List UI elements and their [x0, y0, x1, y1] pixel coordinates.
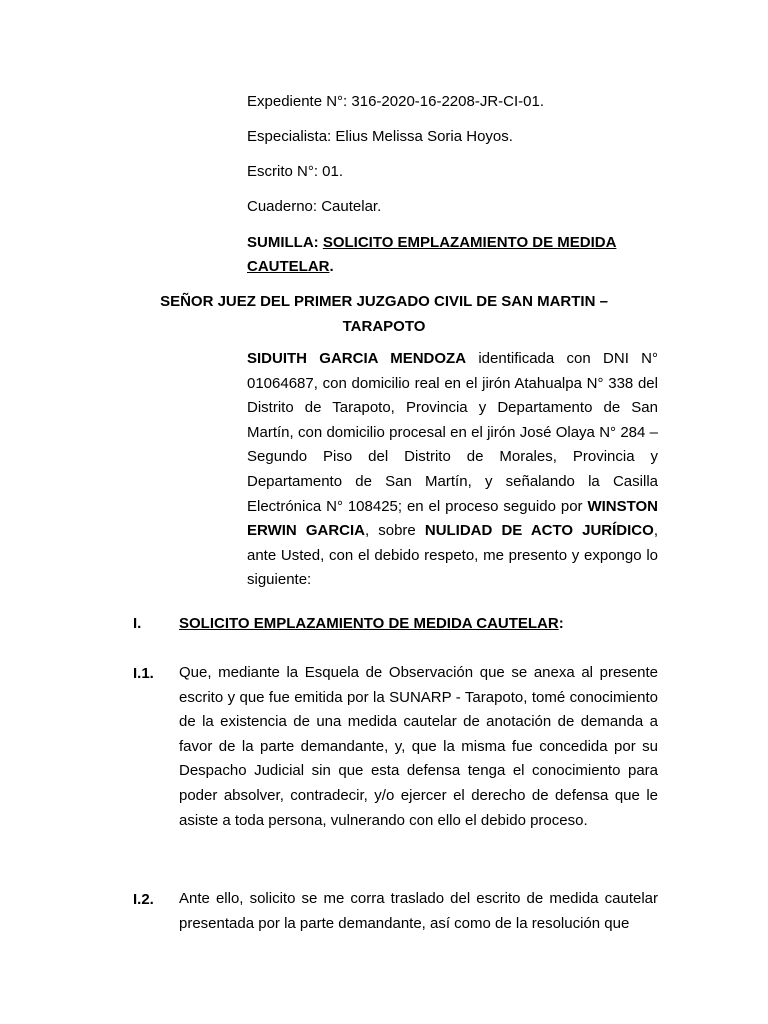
- item-paragraph: [179, 661, 658, 833]
- sumilla-text-1: SOLICITO EMPLAZAMIENTO DE MEDIDA: [322, 234, 617, 251]
- intro-text-2: , sobre: [364, 522, 425, 540]
- item-number: I.1.: [133, 665, 154, 682]
- intro-paragraph: [247, 347, 658, 593]
- addressee-line-1: SEÑOR JUEZ DEL PRIMER JUZGADO CIVIL DE SAN MARTIN –: [160, 293, 608, 310]
- section-title-colon: :: [558, 615, 564, 632]
- defendant-name: WINSTON ERWIN GARCIA: [247, 497, 658, 540]
- sumilla-end: .: [329, 258, 334, 275]
- matter-name: NULIDAD DE ACTO JURÍDICO: [424, 522, 654, 540]
- item-text: Ante ello, solicito se me corra traslado del escrito de medida cautelar presentada por la parte demandante, así como de la resolución que: [179, 890, 658, 932]
- plaintiff-name: SIDUITH GARCIA MENDOZA: [247, 350, 467, 367]
- item-text: Que, mediante la Esquela de Observación que se anexa al presente escrito y que fue emitida por la SUNARP - Tarapoto, tomé conocimiento de la existencia de una medida cautelar de anotación de demanda a favor de la parte demandante, y, que la misma fue concedida por su Despacho Judicial sin que esta defensa tenga el conocimiento para poder absolver, contradecir, y/o ejercer el derecho de defensa que le asiste a toda persona, vulnerando con ello el debido proceso.: [179, 664, 658, 829]
- section-title-line: [179, 615, 564, 633]
- expediente-line: Expediente N°: 316-2020-16-2208-JR-CI-01.: [247, 93, 544, 110]
- cuaderno-line: Cuaderno: Cautelar.: [247, 198, 382, 215]
- intro-text-3: , ante Usted, con el debido respeto, me presento y expongo lo siguiente:: [247, 522, 658, 589]
- sumilla-text-2: CAUTELAR: [247, 258, 330, 275]
- especialista-line: Especialista: Elius Melissa Soria Hoyos.: [247, 128, 513, 145]
- item-paragraph: [179, 887, 658, 936]
- item-number: I.2.: [133, 891, 154, 908]
- sumilla-label: SUMILLA:: [247, 234, 319, 251]
- intro-text-1: identificada con DNI N° 01064687, con domicilio real en el jirón Atahualpa N° 338 del Distrito de Tarapoto, Provincia y Departamento de San Martín, con domicilio procesal en el jirón José Olaya N° 284 – Segundo Piso del Distrito de Morales, Provincia y Departamento de San Martín, y señalando la Casilla Electrónica N° 108425; en el proceso seguido por: [247, 350, 658, 515]
- section-title: SOLICITO EMPLAZAMIENTO DE MEDIDA CAUTELAR: [179, 615, 559, 632]
- section-number: I.: [133, 615, 142, 632]
- sumilla-line-1: [247, 234, 616, 252]
- escrito-line: Escrito N°: 01.: [247, 163, 344, 180]
- addressee-line-2: TARAPOTO: [342, 318, 426, 335]
- sumilla-line-2: [247, 258, 334, 276]
